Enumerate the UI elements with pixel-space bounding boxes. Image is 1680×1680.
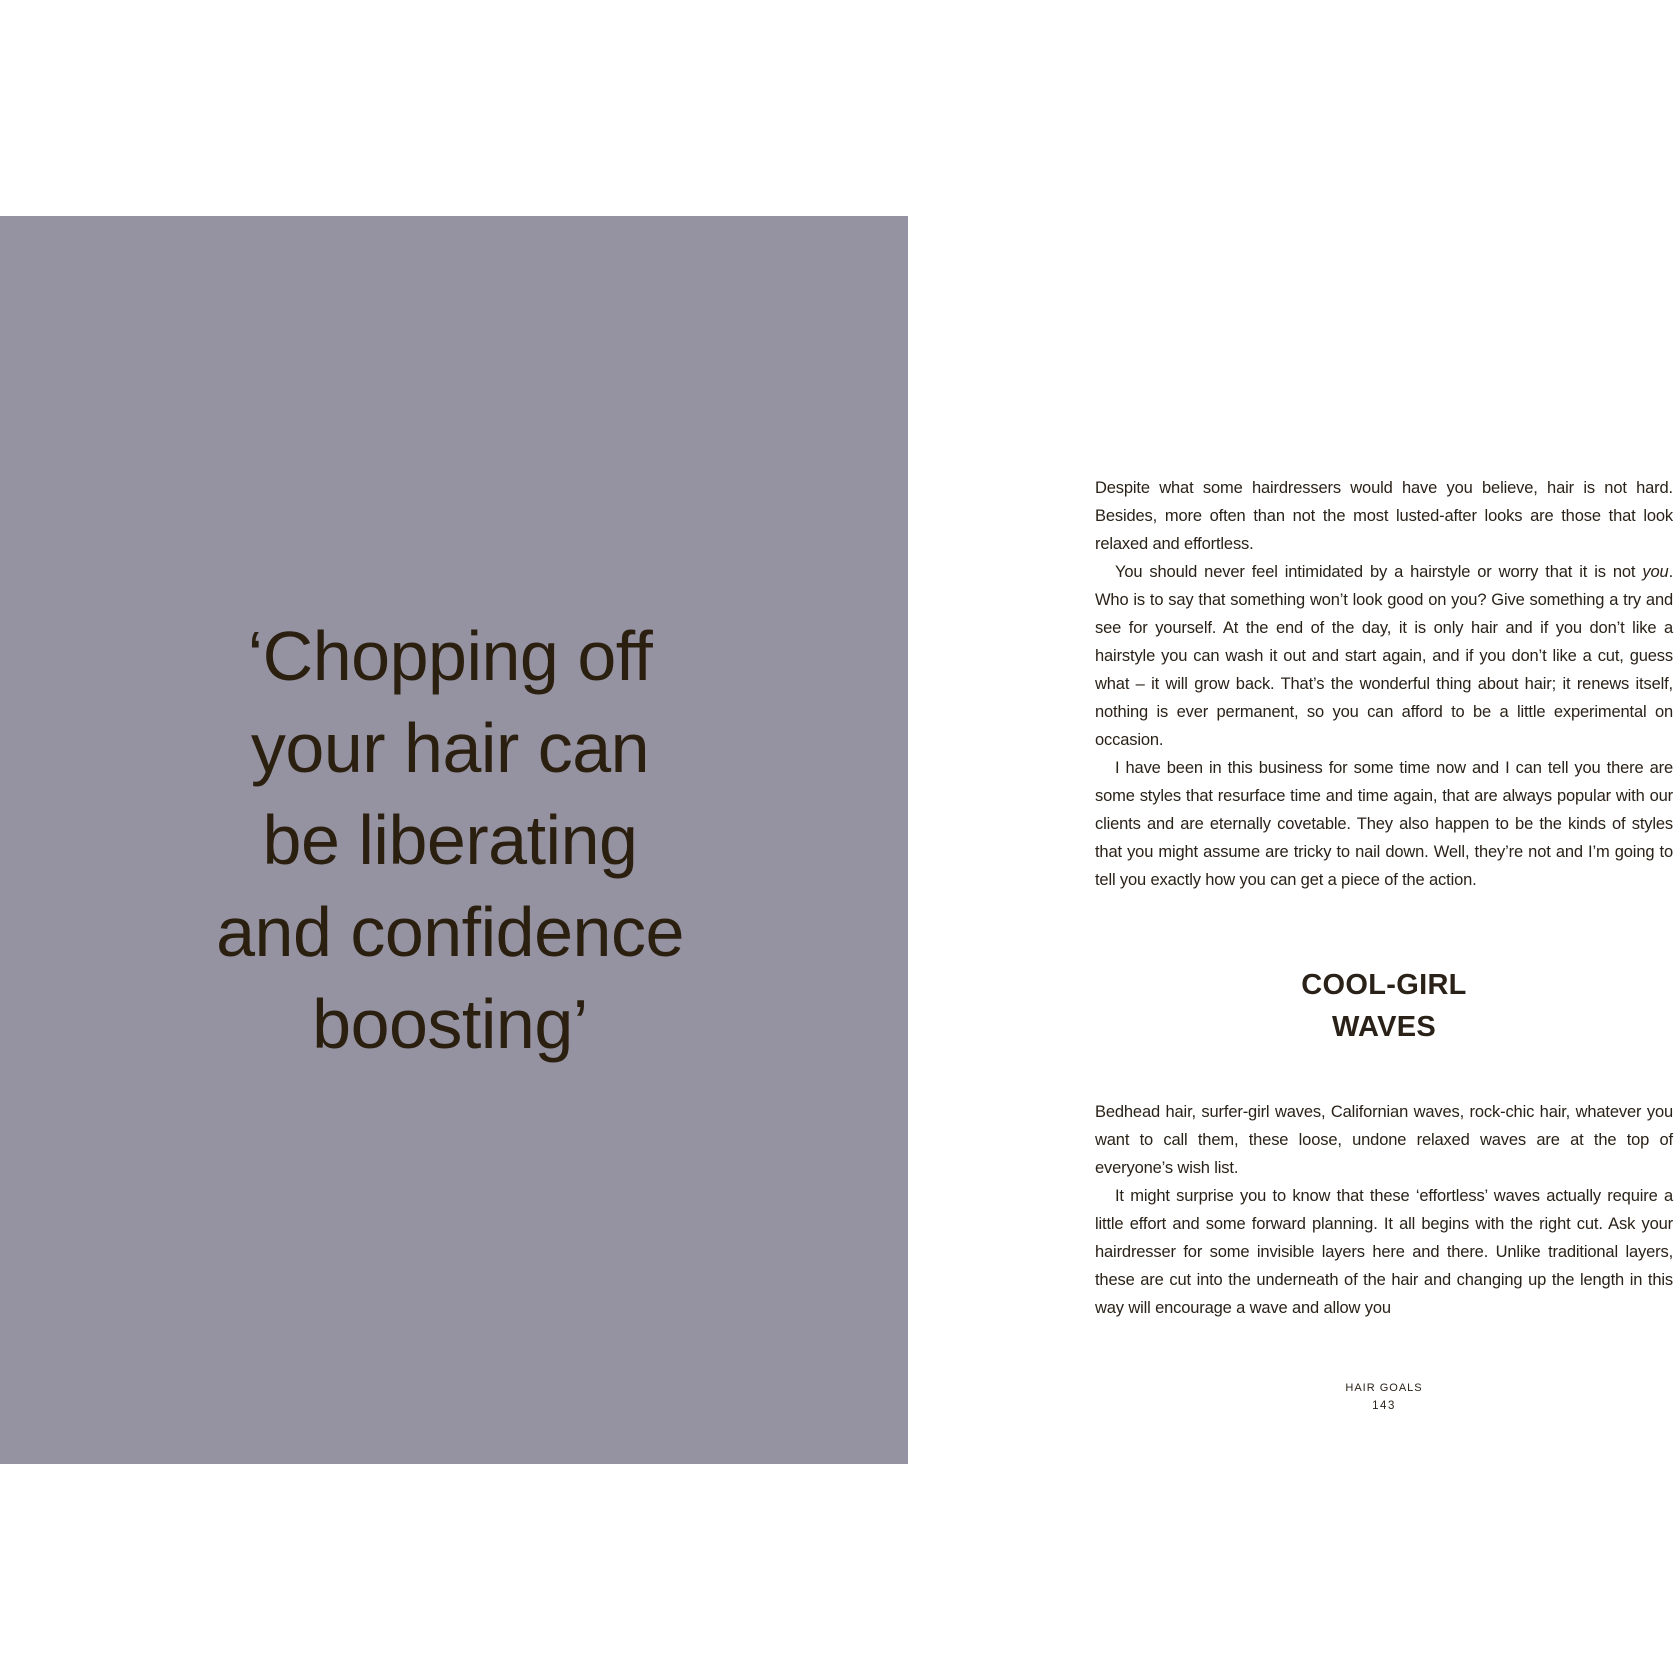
body-text-run: You should never feel intimidated by a hairstyle or worry that it is not <box>1115 563 1643 581</box>
section-text <box>1095 1098 1673 1322</box>
page-number: 143 <box>1372 1400 1396 1412</box>
pull-quote <box>140 610 760 1070</box>
pull-quote-line: and confidence <box>216 893 684 971</box>
pull-quote-line: be liberating <box>262 801 638 879</box>
body-paragraph <box>1095 558 1673 754</box>
page-footer <box>1284 1380 1484 1416</box>
pull-quote-line: boosting’ <box>312 985 588 1063</box>
intro-text <box>1095 474 1673 894</box>
body-paragraph: Bedhead hair, surfer-girl waves, Californian waves, rock-chic hair, whatever you want to call them, these loose, undone relaxed waves are at the top of everyone’s wish list. <box>1095 1103 1673 1177</box>
running-head: HAIR GOALS <box>1345 1382 1423 1394</box>
body-paragraph: It might surprise you to know that these ‘effortless’ waves actually require a little effort and some forward planning. It all begins with the right cut. Ask your hairdresser for some invisible layers here and there. Unlike traditional layers, these are cut into the underneath of the hair and changing up the length in this way will encourage a wave and allow you <box>1095 1187 1673 1317</box>
body-paragraph: Despite what some hairdressers would have you believe, hair is not hard. Besides, more often than not the most lusted-after looks are those that look relaxed and effortless. <box>1095 479 1673 553</box>
section-heading-line: WAVES <box>1331 1011 1437 1043</box>
section-heading <box>1095 964 1673 1048</box>
body-text-run: . Who is to say that something won’t look good on you? Give something a try and see for yourself. At the end of the day, it is only hair and if you don’t like a hairstyle you can wash it out and start again, and if you don’t like a cut, guess what – it will grow back. That’s the wonderful thing about hair; it renews itself, nothing is ever permanent, so you can afford to be a little experimental on occasion. <box>1095 563 1673 749</box>
pull-quote-line: ‘Chopping off <box>247 617 653 695</box>
body-paragraph: I have been in this business for some time now and I can tell you there are some styles that resurface time and time again, that are always popular with our clients and are eternally covetable. They also happen to be the kinds of styles that you might assume are tricky to nail down. Well, they’re not and I’m going to tell you exactly how you can get a piece of the action. <box>1095 759 1673 889</box>
section-heading-line: COOL-GIRL <box>1301 969 1467 1001</box>
emphasis-text: you <box>1642 563 1669 581</box>
right-page-text <box>1095 474 1673 1322</box>
pull-quote-line: your hair can <box>250 709 650 787</box>
